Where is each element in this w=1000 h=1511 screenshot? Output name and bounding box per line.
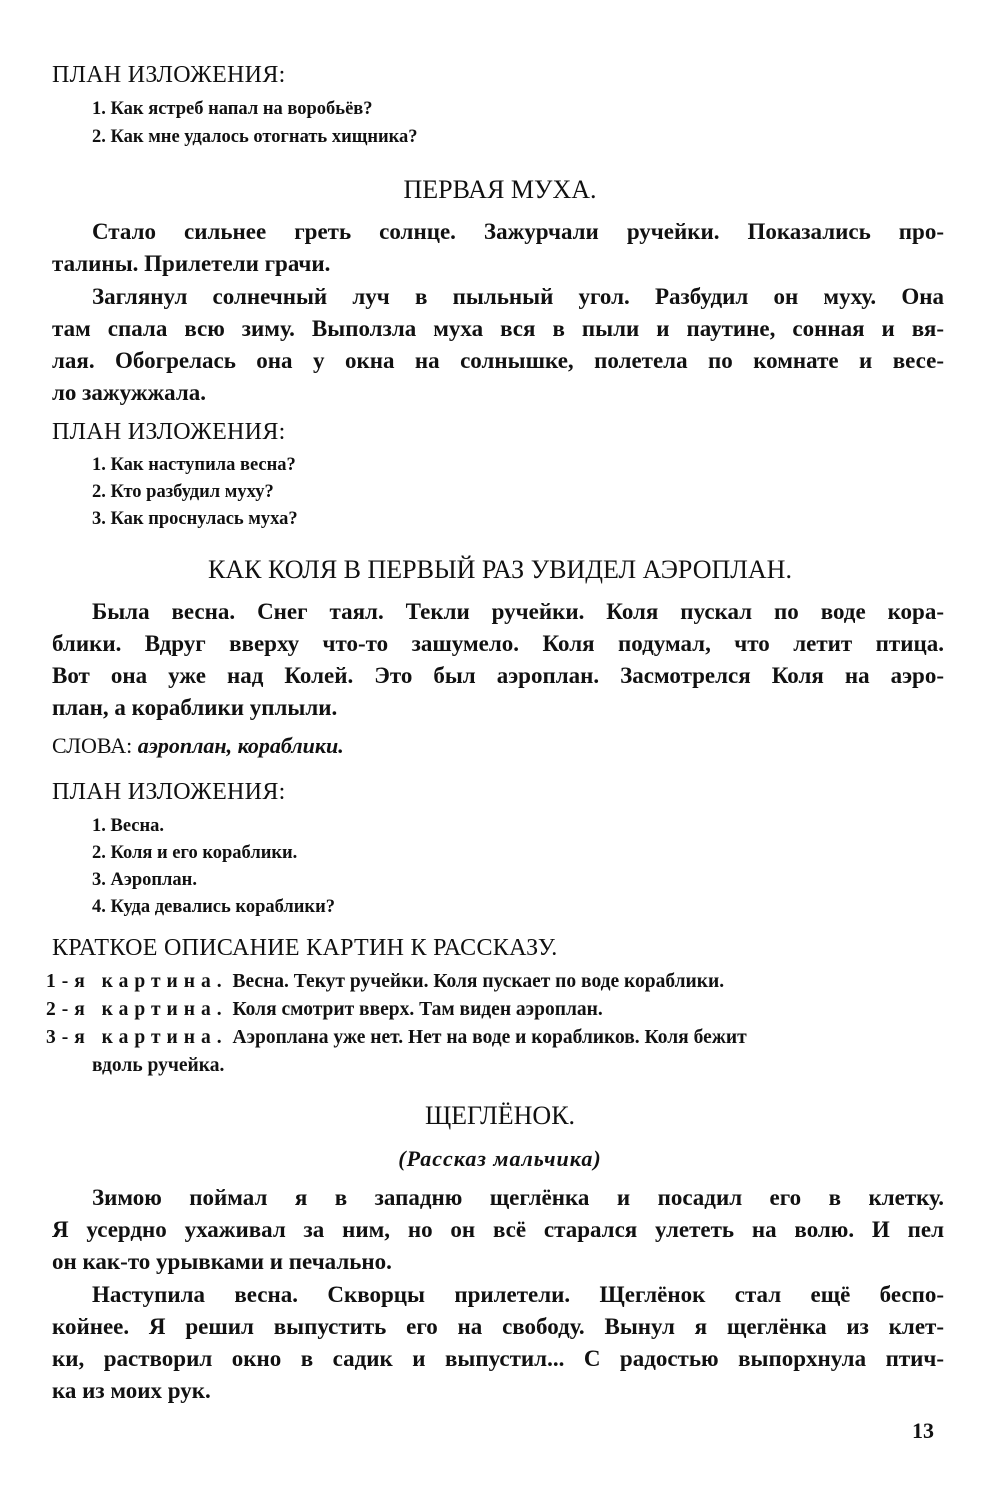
story-line: лая. Обогрелась она у окна на солнышке, полетела по комнате и весе- xyxy=(52,348,944,373)
story-line: Стало сильнее греть солнце. Зажурчали ручейки. Показались про- xyxy=(92,219,944,244)
story-line: план, а кораблики уплыли. xyxy=(52,695,338,720)
vocabulary-label: СЛОВА: xyxy=(52,733,133,758)
vocabulary-line xyxy=(52,733,344,759)
plan-item: 3. Как проснулась муха? xyxy=(92,509,298,529)
story-line: Зимою поймал я в западню щеглёнка и посадил его в клетку. xyxy=(92,1185,944,1210)
story-line: ло зажужжала. xyxy=(52,380,206,405)
story-line: Была весна. Снег таял. Текли ручейки. Коля пускал по воде кора- xyxy=(92,599,944,624)
picture-text-continued: вдоль ручейка. xyxy=(92,1055,225,1076)
story-title: КАК КОЛЯ В ПЕРВЫЙ РАЗ УВИДЕЛ АЭРОПЛАН. xyxy=(208,555,792,584)
story-title: ЩЕГЛЁНОК. xyxy=(424,1101,576,1130)
story-line: Вот она уже над Колей. Это был аэроплан. Засмотрелся Коля на аэро- xyxy=(52,663,944,688)
story-line: талины. Прилетели грачи. xyxy=(52,251,331,276)
plan-item: 1. Весна. xyxy=(92,816,165,836)
plan-item: 1. Как ястреб напал на воробьёв? xyxy=(92,99,373,119)
story-line: он как-то урывками и печально. xyxy=(52,1249,392,1274)
picture-label: 3-я картина. xyxy=(46,1027,228,1048)
plan-heading: ПЛАН ИЗЛОЖЕНИЯ: xyxy=(52,419,286,445)
story-line: ка из моих рук. xyxy=(52,1378,211,1403)
story-subtitle: (Рассказ мальчика) xyxy=(398,1146,602,1171)
plan-item: 1. Как наступила весна? xyxy=(92,455,296,475)
plan-item: 3. Аэроплан. xyxy=(92,870,197,890)
picture-label: 1-я картина. xyxy=(46,971,228,992)
pictures-heading: КРАТКОЕ ОПИСАНИЕ КАРТИН К РАССКАЗУ. xyxy=(52,935,558,961)
picture-label: 2-я картина. xyxy=(46,999,228,1020)
story-line: Заглянул солнечный луч в пыльный угол. Разбудил он муху. Она xyxy=(92,284,944,309)
page-number: 13 xyxy=(912,1418,934,1443)
plan-item: 2. Коля и его кораблики. xyxy=(92,843,298,863)
story-line: Наступила весна. Скворцы прилетели. Щеглёнок стал ещё беспо- xyxy=(92,1282,944,1307)
picture-description xyxy=(46,1027,747,1049)
story-title: ПЕРВАЯ МУХА. xyxy=(403,175,597,204)
vocabulary-words: аэроплан, кораблики. xyxy=(137,733,344,758)
story-line: там спала всю зиму. Выползла муха вся в пыли и паутине, сонная и вя- xyxy=(52,316,944,341)
plan-heading: ПЛАН ИЗЛОЖЕНИЯ: xyxy=(52,779,286,805)
picture-description xyxy=(46,971,724,993)
picture-text: Весна. Текут ручейки. Коля пускает по воде кораблики. xyxy=(232,971,725,992)
story-line: блики. Вдруг вверху что-то зашумело. Коля подумал, что летит птица. xyxy=(52,631,944,656)
plan-item: 2. Кто разбудил муху? xyxy=(92,482,274,502)
plan-heading: ПЛАН ИЗЛОЖЕНИЯ: xyxy=(52,62,286,88)
picture-text: Коля смотрит вверх. Там виден аэроплан. xyxy=(232,999,603,1020)
story-line: Я усердно ухаживал за ним, но он всё старался улететь на волю. И пел xyxy=(52,1217,944,1242)
plan-item: 2. Как мне удалось отогнать хищника? xyxy=(92,127,418,147)
story-line: койнее. Я решил выпустить его на свободу. Вынул я щеглёнка из клет- xyxy=(52,1314,944,1339)
picture-text: Аэроплана уже нет. Нет на воде и корабликов. Коля бежит xyxy=(232,1027,747,1048)
plan-item: 4. Куда девались кораблики? xyxy=(92,897,336,917)
story-line: ки, растворил окно в садик и выпустил... С радостью выпорхнула птич- xyxy=(52,1346,944,1371)
picture-description xyxy=(46,999,603,1021)
